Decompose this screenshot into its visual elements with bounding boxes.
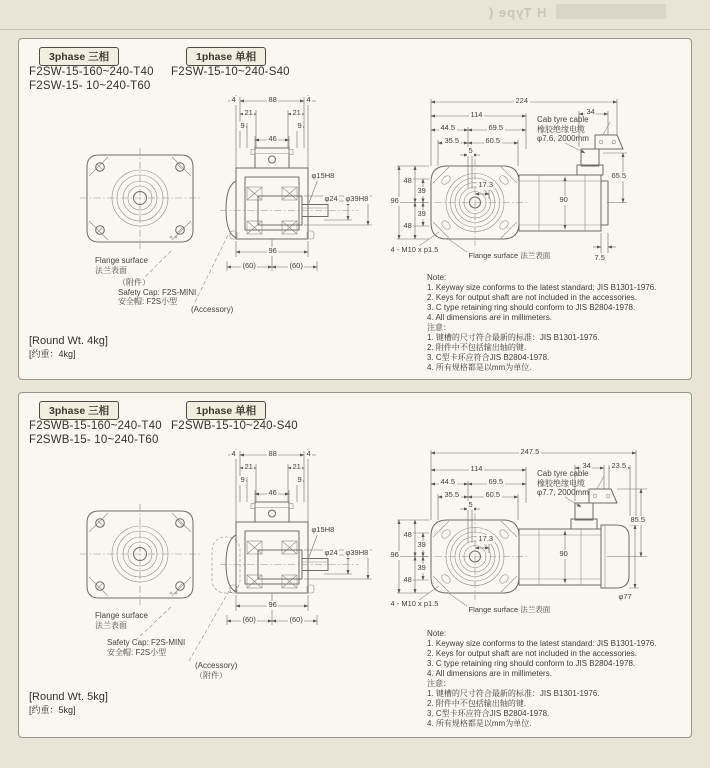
dim-39-top: 39 [417,186,426,195]
page-divider-line [0,29,710,30]
dim-shaft-bore: φ15H8 [311,171,335,180]
dim-21-right: 21 [292,462,301,471]
note-line-cn: 3. C型卡环应符合JIS B2804-1978. [427,709,550,718]
cable-line: 橡胶绝缘电缆 [537,478,585,488]
show-through-text: H Type ( [488,5,547,20]
dim-9-right: 9 [297,475,302,484]
flange-drawing [83,151,198,249]
note-line: 3. C type retaining ring should conform to JIS B2804-1978. [427,659,636,668]
dim-overall: 247.5 [520,447,540,456]
dim-35-5: 35.5 [444,490,460,499]
dim-21-right: 21 [292,108,301,117]
dim-4-right: 4 [306,95,311,104]
dim-48-top: 48 [403,176,412,185]
cable-line: φ7.7, 2000mm [537,488,589,498]
dim-114: 114 [470,110,483,119]
flange-surface-side-label: Flange surface 法兰表面 [468,605,551,614]
note-line: 1. Keyway size conforms to the latest standard: JIS B1301-1976. [427,639,657,648]
section-drawing [206,91,406,281]
cable-line: φ7.6, 2000mm [537,134,589,144]
dim-9-right: 9 [297,121,302,130]
dim-96-width: 96 [268,246,277,255]
safety-cap-line: Safety Cap: F2S-MINI [118,287,197,297]
dim-44-5: 44.5 [440,477,456,486]
dim-9-left: 9 [240,475,245,484]
dim-60-right: (60) [289,261,303,270]
dim-60-5: 60.5 [485,136,501,145]
note-line: 4. All dimensions are in millimeters. [427,669,552,678]
dim-85-5: 85.5 [630,515,646,524]
note-line-cn: 4. 所有规格都是以mm为单位. [427,363,532,372]
model-list-3phase [29,420,162,447]
safety-cap-line: 安全帽: F2S小型 [118,297,178,307]
note-line: 4. All dimensions are in millimeters. [427,313,552,322]
note-line-cn: 2. 附件中不包括输出轴的键. [427,699,527,708]
badge-1phase: 1phase 单相 [186,47,266,66]
dim-39-bottom: 39 [417,563,426,572]
dim-48-bottom: 48 [403,575,412,584]
flange-surface-en: Flange surface [95,256,148,265]
scan-smudge [556,4,666,19]
bolt-spec-label: 4 - M10 x p1.5 [390,245,439,254]
flange-surface-side-label: Flange surface 法兰表面 [468,251,551,260]
panel-f2swb [18,392,692,738]
dim-35-5: 35.5 [444,136,460,145]
weight-en: [Round Wt. 4kg] [29,335,108,347]
dim-96-height: 96 [390,196,399,205]
dim-23-5: 23.5 [611,461,627,470]
accessory-line: (Accessory) [195,661,238,670]
note-line: 2. Keys for output shaft are not included in the accessories. [427,649,637,658]
dim-46: 46 [268,488,277,497]
model-1phase: F2SWB-15-10~240-S40 [171,420,298,432]
dim-overall: 224 [515,96,529,105]
dim-4-left: 4 [231,95,236,104]
flange-surface-en: Flange surface [95,611,148,620]
dim-hub-24: φ24 [324,548,338,557]
badge-1phase: 1phase 单相 [186,401,266,420]
accessory-line: (Accessory) [191,305,234,314]
dim-21-left: 21 [244,462,253,471]
dim-60-right: (60) [289,615,303,624]
flange-front-view [83,151,203,251]
dim-5: 5 [468,500,473,509]
panel-f2sw [18,38,692,380]
dim-60-left: (60) [242,261,256,270]
dim-96-width: 96 [268,600,277,609]
dim-65-5: 65.5 [611,171,627,180]
safety-cap-line: （附件） [118,278,150,287]
cable-line: 橡胶绝缘电缆 [537,124,585,134]
dim-69-5: 69.5 [488,477,504,486]
cable-line: Cab tyre cable [537,469,589,478]
dim-96-height: 96 [390,550,399,559]
flange-surface-label [95,256,148,275]
dim-48-bottom: 48 [403,221,412,230]
dim-60-5: 60.5 [485,490,501,499]
model-list-3phase [29,66,154,93]
weight-cn: [约重：4kg] [29,349,76,359]
notes-section [427,629,656,729]
dim-ring-39: φ39H8 [345,194,369,203]
safety-cap-line: 安全帽: F2S小型 [107,647,167,657]
accessory-line: （附件） [195,670,227,680]
dim-114: 114 [470,464,483,473]
cable-line: Cab tyre cable [537,115,589,124]
dim-shaft-bore: φ15H8 [311,525,335,534]
dim-17-3: 17.3 [478,534,494,543]
weight-en: [Round Wt. 5kg] [29,691,108,703]
flange-front-view [83,507,203,607]
dim-88: 88 [268,95,277,104]
dim-4-left: 4 [231,449,236,458]
dim-21-left: 21 [244,108,253,117]
note-line: 2. Keys for output shaft are not included in the accessories. [427,293,637,302]
note-line-cn: 2. 附件中不包括输出轴的键. [427,343,527,352]
bolt-spec-label: 4 - M10 x p1.5 [390,599,439,608]
safety-cap-label [107,638,185,657]
note-line-cn: 1. 键槽的尺寸符合最新的标准：JIS B1301-1976. [427,689,600,698]
dim-88: 88 [268,449,277,458]
weight-label [29,335,108,361]
cable-spec-label [537,469,589,498]
note-line-cn: 3. C型卡环应符合JIS B2804-1978. [427,353,550,362]
model-1phase: F2SW-15-10~240-S40 [171,66,290,78]
dim-46: 46 [268,134,277,143]
badge-3phase: 3phase 三相 [39,401,119,420]
dim-4-right: 4 [306,449,311,458]
flange-surface-cn: 法兰表面 [95,620,127,630]
note-line: 1. Keyway size conforms to the latest standard: JIS B1301-1976. [427,283,657,292]
flange-surface-cn: 法兰表面 [95,265,127,275]
shaft-section-view [206,445,406,680]
dim-5: 5 [468,146,473,155]
cable-spec-label [537,115,589,144]
model-line: F2SWB-15-160~240-T40 [29,420,162,432]
section-drawing [206,445,406,635]
note-line: 3. C type retaining ring should conform to JIS B2804-1978. [427,303,636,312]
note-line-cn: 1. 键槽的尺寸符合最新的标准：JIS B1301-1976. [427,333,600,342]
dim-39-top: 39 [417,540,426,549]
dim-90: 90 [559,195,568,204]
flange-drawing [83,507,198,605]
flange-surface-label [95,611,148,630]
safety-cap-line: Safety Cap: F2S-MINI [107,638,186,647]
dim-44-5: 44.5 [440,123,456,132]
dim-ring-39: φ39H8 [345,548,369,557]
notes-section [427,273,656,373]
dim-34: 34 [586,107,595,116]
safety-cap-label [118,278,196,307]
model-line: F2SWB-15- 10~240-T60 [29,433,159,446]
dim-69-5: 69.5 [488,123,504,132]
weight-cn: [约重：5kg] [29,705,76,715]
notes-title: Note: [427,273,447,282]
dim-phi-77: φ77 [618,592,632,601]
dim-60-left: (60) [242,615,256,624]
model-line: F2SW-15-160~240-T40 [29,66,154,78]
dim-rear-7-5: 7.5 [594,253,605,262]
shaft-section-view [206,91,406,326]
weight-label [29,691,108,717]
dim-17-3: 17.3 [478,180,494,189]
note-line-cn: 4. 所有规格都是以mm为单位. [427,719,532,728]
dim-9-left: 9 [240,121,245,130]
badge-3phase: 3phase 三相 [39,47,119,66]
dim-39-bottom: 39 [417,209,426,218]
dim-34: 34 [582,461,591,470]
model-line: F2SW-15- 10~240-T60 [29,79,151,92]
notes-title: Note: [427,629,447,638]
dim-48-top: 48 [403,530,412,539]
dim-hub-24: φ24 [324,194,338,203]
notes-title-cn: 注意： [427,323,451,332]
dim-90: 90 [559,549,568,558]
notes-title-cn: 注意： [427,679,451,688]
